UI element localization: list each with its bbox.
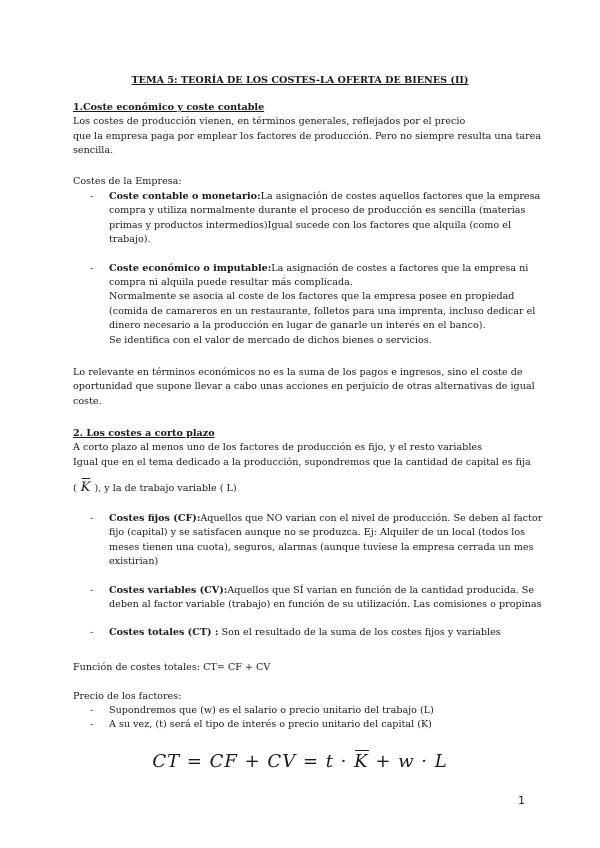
item-text: compra ni alquila puede resultar más complicada. — [109, 276, 353, 288]
formula-left: CT = CF + CV = t · — [152, 751, 355, 772]
list-item — [90, 190, 541, 248]
item-text: meses tienen una cuota), seguros, alarmas (aunque tuviese la empresa cerrada un mes — [109, 541, 534, 553]
paragraph-line: oportunidad que supone llevar a cabo unas acciones en perjuicio de otras alternativas de igual — [73, 381, 535, 393]
list-dash: - — [90, 262, 94, 274]
item-text: Aquellos que NO varian con el nivel de producción. Se deben al factor — [200, 513, 543, 524]
item-text: Aquellos que SÍ varian en función de la cantidad producida. Se — [227, 584, 535, 596]
paragraph-line: Lo relevante en términos económicos no es la suma de los pagos e ingresos, sino el coste de — [73, 367, 523, 378]
paragraph-text: ), y la de trabajo variable ( L) — [94, 483, 237, 494]
list-item — [90, 262, 536, 348]
item-text: dinero necesario a la producción en lugar de ganarle un interés en el banco). — [109, 320, 486, 332]
paragraph-line: coste. — [73, 395, 102, 407]
paragraph-line: sencilla. — [73, 145, 114, 157]
list-item — [90, 718, 530, 732]
list-dash: - — [90, 584, 94, 596]
item-text: primas y productos intermedios)Igual sucede con los factores que alquila (como el — [109, 219, 511, 231]
short-run-cost-list — [90, 512, 543, 641]
total-cost-formula — [0, 748, 600, 775]
item-term: Costes totales (CT) : — [109, 627, 219, 639]
paragraph-line: Igual que en el tema dedicado a la producción, supondremos que la cantidad de capital es fija — [73, 456, 531, 468]
item-text: Son el resultado de la suma de los costes fijos y variables — [218, 627, 501, 639]
list-dash: - — [90, 719, 94, 731]
page-number: 1 — [518, 794, 525, 807]
section-1-heading: 1.Coste económico y coste contable — [73, 102, 265, 113]
item-text: trabajo). — [109, 234, 151, 246]
list-dash: - — [90, 627, 94, 639]
item-term: Costes fijos (CF): — [109, 513, 201, 524]
paragraph-line: A corto plazo al menos uno de los factores de producción es fijo, y el resto variables — [73, 442, 482, 454]
item-text: compra y utiliza normalmente durante el proceso de producción es sencilla (materias — [109, 205, 526, 217]
item-text: A su vez, (t) será el tipo de interés o precio unitario del capital (K) — [109, 719, 432, 731]
list-item — [90, 512, 543, 570]
k-bar-symbol: K — [81, 478, 91, 498]
costes-label: Costes de la Empresa: — [73, 176, 182, 187]
item-text: Normalmente se asocia al coste de los factores que la empresa posee en propiedad — [109, 291, 515, 303]
cost-type-list — [90, 190, 541, 348]
precio-factores-list — [90, 704, 530, 733]
item-term: Coste económico o imputable: — [109, 262, 272, 274]
item-text: Se identifica con el valor de mercado de dichos bienes o servicios. — [109, 334, 432, 346]
list-dash: - — [90, 705, 94, 716]
item-text: La asignación de costes aquellos factores que la empresa — [260, 191, 541, 202]
list-dash: - — [90, 513, 94, 524]
precio-factores-label: Precio de los factores: — [73, 691, 182, 702]
formula-k-bar: K — [354, 748, 368, 775]
page-title: TEMA 5: TEORÍA DE LOS COSTES-LA OFERTA DE BIENES (II) — [131, 75, 469, 86]
paragraph-line: que la empresa paga por emplear los factores de producción. Pero no siempre resulta una tarea — [73, 130, 542, 142]
funcion-costes-line: Función de costes totales: CT= CF + CV — [73, 662, 271, 673]
item-term: Costes variables (CV): — [109, 584, 228, 596]
section-2 — [73, 427, 533, 470]
list-item — [90, 704, 530, 718]
paragraph-line: Los costes de producción vienen, en términos generales, reflejados por el precio — [73, 116, 466, 128]
item-text: Supondremos que (w) es el salario o precio unitario del trabajo (L) — [109, 705, 434, 716]
section-1 — [73, 101, 542, 159]
formula-right: + w · L — [368, 751, 448, 772]
section-2-heading: 2. Los costes a corto plazo — [73, 428, 215, 439]
item-text: existirian) — [109, 556, 159, 568]
item-text: La asignación de costes a factores que la empresa ni — [271, 262, 529, 274]
list-item — [90, 584, 542, 613]
paren-open: ( — [73, 483, 77, 494]
list-dash: - — [90, 191, 94, 202]
item-text: (comida de camareros en un restaurante, folletos para una imprenta, incluso dedicar el — [109, 305, 536, 317]
capital-fixed-line — [73, 478, 533, 498]
conclusion-paragraph — [73, 366, 533, 409]
item-text: fijo (capital) y se satisfacen aunque no se produzca. Ej: Alquiler de un local (todos los — [109, 527, 526, 539]
item-term: Coste contable o monetario: — [109, 191, 261, 202]
item-text: deben al factor variable (trabajo) en función de su utilización. Las comisiones o propinas — [109, 598, 542, 610]
list-item — [90, 626, 530, 640]
